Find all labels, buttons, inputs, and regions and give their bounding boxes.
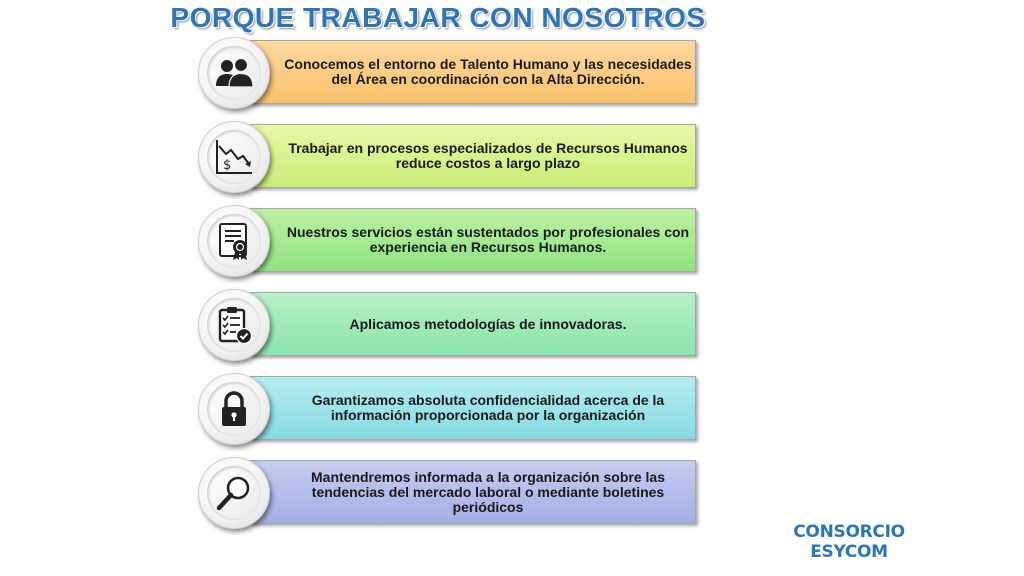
list-item [198, 460, 698, 526]
item-bar [250, 292, 696, 356]
item-bar [250, 124, 696, 188]
page-title: PORQUE TRABAJAR CON NOSOTROS [170, 2, 706, 33]
magnifier-icon [214, 473, 254, 513]
item-text: Mantendremos informada a la organización sobre las tendencias del mercado laboral o mediante boletines periódicos [311, 468, 665, 515]
list-item [198, 292, 698, 358]
item-bar [250, 40, 696, 104]
item-bar [250, 376, 696, 440]
icon-circle [198, 37, 270, 109]
item-bar [250, 460, 696, 524]
icon-circle [198, 373, 270, 445]
icon-circle [198, 457, 270, 529]
cost-chart-icon [214, 137, 254, 177]
checklist-icon [214, 305, 254, 345]
list-item [198, 40, 698, 106]
logo-line-2: ESYCOM [810, 542, 888, 562]
icon-circle [198, 121, 270, 193]
svg-text:$: $ [223, 158, 232, 173]
logo-line-1: CONSORCIO [793, 522, 905, 542]
lock-icon [214, 389, 254, 429]
item-text: Conocemos el entorno de Talento Humano y las necesidades del Área en coordinación con la Alta Dirección. [284, 56, 692, 87]
list-item [198, 208, 698, 274]
icon-circle [198, 205, 270, 277]
list-item [198, 376, 698, 442]
item-text: Nuestros servicios están sustentados por profesionales con experiencia en Recursos Humanos. [286, 224, 690, 255]
people-icon [214, 53, 254, 93]
item-bar [250, 208, 696, 272]
item-text: Aplicamos metodologías de innovadoras. [349, 315, 627, 332]
list-item [198, 124, 698, 190]
item-text: Trabajar en procesos especializados de Recursos Humanos reduce costos a largo plazo [288, 140, 688, 171]
item-text: Garantizamos absoluta confidencialidad acerca de la información proporcionada por la organización [311, 392, 665, 423]
company-logo [786, 522, 912, 562]
certificate-icon [214, 221, 254, 261]
icon-circle [198, 289, 270, 361]
